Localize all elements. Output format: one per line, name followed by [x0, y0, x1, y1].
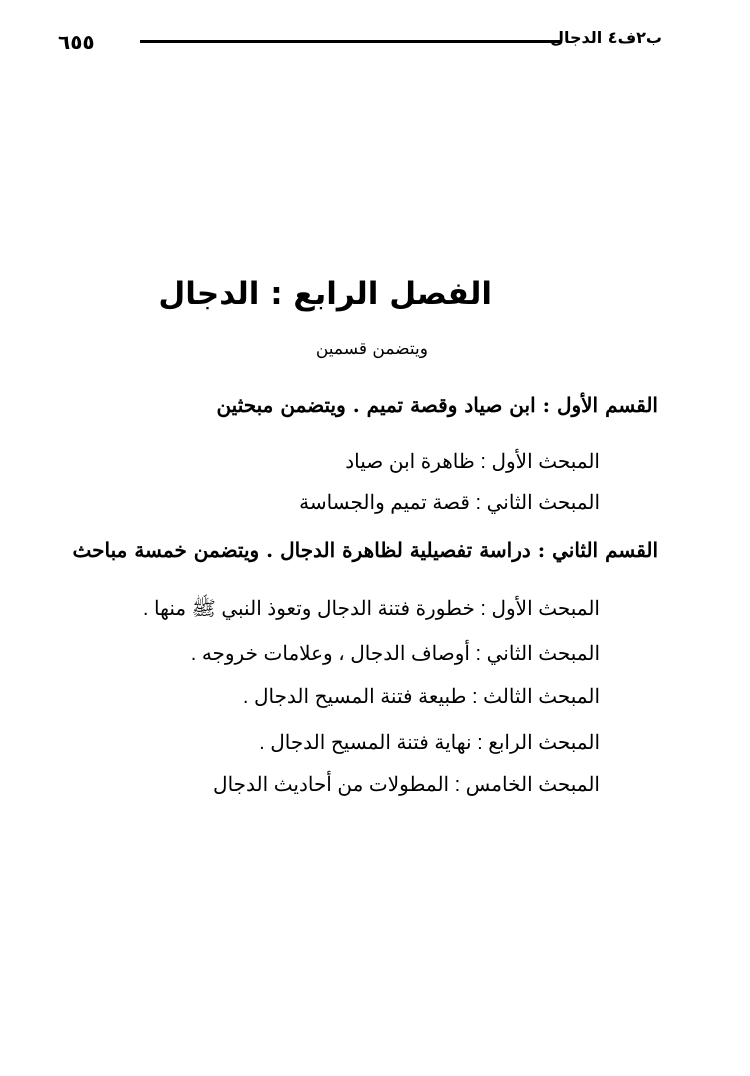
- topic-1-1: المبحث الأول : ظاهرة ابن صياد: [345, 451, 600, 473]
- topic-2-1: المبحث الأول : خطورة فتنة الدجال وتعوذ النبي ﷺ منها .: [142, 598, 600, 620]
- page-number: ٦٥٥: [58, 30, 95, 54]
- chapter-subtitle: ويتضمن قسمين: [315, 339, 428, 359]
- topic-1-2: المبحث الثاني : قصة تميم والجساسة: [299, 492, 600, 514]
- running-title: ب٢ف٤ الدجال: [550, 28, 662, 47]
- topic-2-5: المبحث الخامس : المطولات من أحاديث الدجال: [213, 774, 600, 796]
- topic-2-3: المبحث الثالث : طبيعة فتنة المسيح الدجال .: [242, 686, 600, 708]
- header-rule: [140, 40, 560, 43]
- chapter-title: الفصل الرابع : الدجال: [158, 276, 492, 312]
- section-heading-1: القسم الأول : ابن صياد وقصة تميم . ويتضمن مبحثين: [216, 393, 658, 417]
- section-heading-2: القسم الثاني : دراسة تفصيلية لظاهرة الدجال . ويتضمن خمسة مباحث: [72, 538, 658, 562]
- topic-2-4: المبحث الرابع : نهاية فتنة المسيح الدجال .: [259, 732, 600, 754]
- topic-2-2: المبحث الثاني : أوصاف الدجال ، وعلامات خروجه .: [190, 643, 600, 665]
